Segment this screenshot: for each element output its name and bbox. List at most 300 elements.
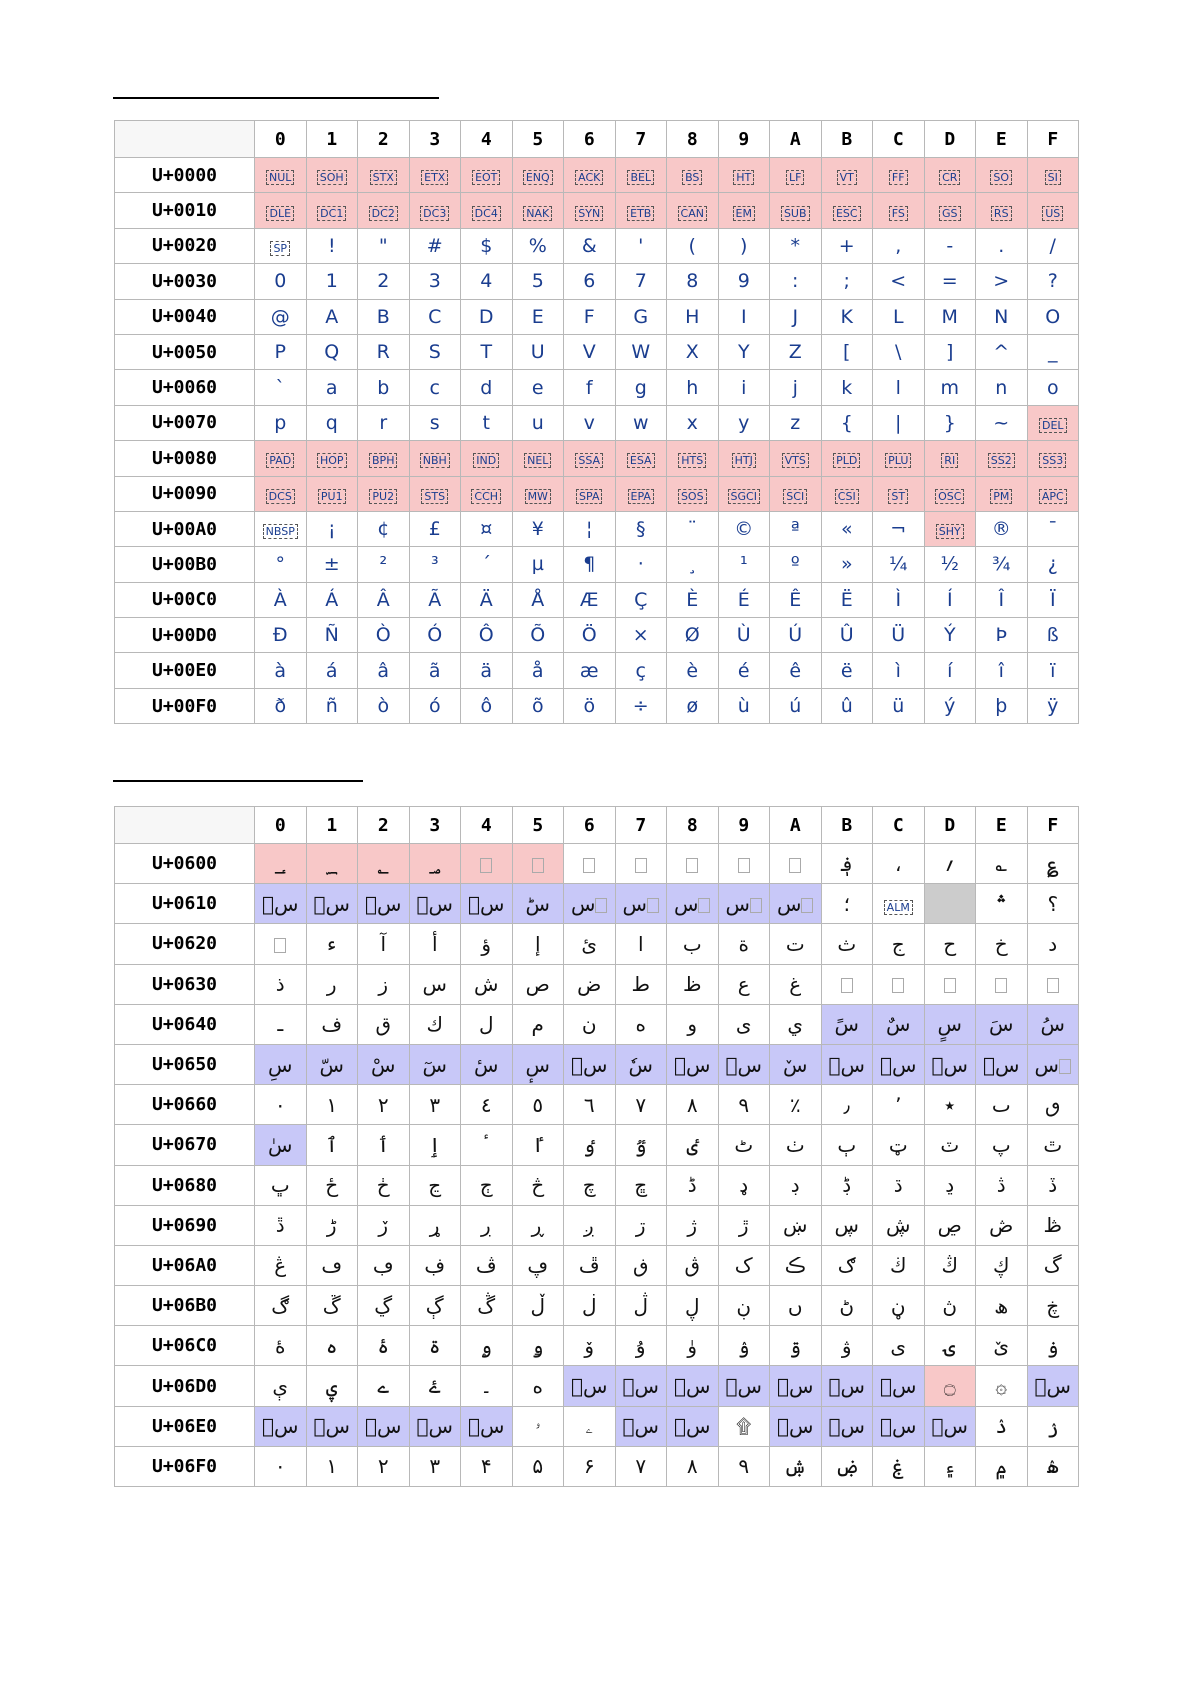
control-abbrev: SS2 — [988, 453, 1015, 468]
char-glyph: ء — [327, 931, 337, 956]
control-abbrev: MW — [525, 489, 551, 504]
char-glyph: ¼ — [889, 553, 908, 576]
char-glyph: þ — [995, 695, 1008, 718]
char-cell — [873, 1125, 925, 1165]
char-cell — [976, 370, 1028, 405]
char-cell — [461, 1125, 513, 1165]
char-cell — [255, 1286, 307, 1326]
char-glyph: ô — [480, 695, 493, 718]
row-label: U+0090 — [115, 476, 255, 511]
char-cell — [667, 1085, 719, 1125]
char-glyph: ڰ — [271, 1293, 290, 1318]
char-glyph: ۥ — [535, 1414, 541, 1439]
char-cell — [667, 964, 719, 1004]
char-glyph: ہ — [325, 1333, 338, 1358]
char-glyph: D — [478, 305, 494, 328]
control-abbrev: US — [1042, 206, 1063, 221]
table-row — [115, 1286, 1079, 1326]
char-cell — [512, 1245, 564, 1285]
control-abbrev: DC1 — [317, 206, 346, 221]
char-glyph: ۷ — [635, 1454, 647, 1479]
char-cell — [358, 547, 410, 582]
char-cell — [512, 370, 564, 405]
char-cell — [770, 1245, 822, 1285]
char-glyph: | — [895, 411, 902, 434]
char-glyph: 5 — [531, 270, 544, 293]
column-header: D — [924, 807, 976, 844]
char-glyph: س۪ — [777, 1414, 814, 1439]
char-cell — [976, 405, 1028, 440]
char-glyph: ۱ — [326, 1454, 338, 1479]
char-cell — [615, 158, 667, 193]
column-header: 0 — [255, 807, 307, 844]
char-glyph: س — [777, 891, 802, 916]
column-header: 4 — [461, 807, 513, 844]
row-label: U+0600 — [115, 844, 255, 884]
char-cell — [358, 1044, 410, 1084]
char-glyph: ں — [787, 1293, 803, 1318]
char-cell — [409, 582, 461, 617]
char-cell — [976, 299, 1028, 334]
char-glyph: ۲ — [377, 1454, 389, 1479]
char-cell — [770, 618, 822, 653]
char-glyph: ؎ — [995, 851, 1008, 876]
char-cell — [821, 405, 873, 440]
char-glyph: ¶ — [583, 553, 596, 576]
char-glyph: Û — [839, 624, 854, 647]
char-cell — [821, 884, 873, 924]
char-cell — [255, 1446, 307, 1486]
char-glyph: + — [838, 234, 855, 257]
char-glyph: Í — [946, 588, 953, 611]
char-cell — [873, 1205, 925, 1245]
char-glyph: ږ — [583, 1213, 595, 1238]
char-cell — [667, 688, 719, 723]
char-cell — [615, 299, 667, 334]
char-cell — [409, 924, 461, 964]
char-cell — [667, 1245, 719, 1285]
char-cell — [770, 1085, 822, 1125]
char-glyph: 7 — [634, 270, 647, 293]
missing-glyph-box — [480, 858, 492, 873]
row-label: U+0050 — [115, 334, 255, 369]
char-cell — [770, 1286, 822, 1326]
char-glyph: س — [674, 891, 699, 916]
char-cell — [358, 1406, 410, 1446]
char-glyph: × — [632, 624, 649, 647]
column-header: 0 — [255, 121, 307, 158]
char-glyph: k — [841, 376, 853, 399]
char-cell — [409, 264, 461, 299]
char-cell — [976, 1125, 1028, 1165]
char-cell — [924, 158, 976, 193]
char-cell — [1027, 1085, 1079, 1125]
control-abbrev: CR — [939, 170, 960, 185]
row-label: U+0660 — [115, 1085, 255, 1125]
char-cell — [615, 653, 667, 688]
char-cell — [306, 1004, 358, 1044]
char-cell — [461, 334, 513, 369]
row-label: U+0680 — [115, 1165, 255, 1205]
char-cell — [821, 964, 873, 1004]
char-cell — [873, 1085, 925, 1125]
char-glyph: ھ — [994, 1293, 1009, 1318]
char-glyph: ڿ — [1046, 1293, 1060, 1318]
char-glyph: سۗ — [622, 1374, 659, 1399]
char-glyph: C — [428, 305, 442, 328]
char-cell — [512, 1165, 564, 1205]
char-cell — [718, 1165, 770, 1205]
char-cell — [976, 193, 1028, 228]
char-glyph: ۅ — [531, 1333, 544, 1358]
char-glyph: ټ — [888, 1132, 908, 1157]
char-cell — [1027, 582, 1079, 617]
char-cell — [821, 924, 873, 964]
char-glyph: È — [686, 588, 699, 611]
char-cell — [512, 964, 564, 1004]
char-glyph: » — [840, 553, 853, 576]
char-cell — [358, 844, 410, 884]
char-cell — [564, 228, 616, 263]
char-glyph: ک — [734, 1253, 753, 1278]
char-cell — [667, 1004, 719, 1044]
char-cell — [358, 1446, 410, 1486]
char-glyph: Ù — [736, 624, 751, 647]
table-row — [115, 1245, 1079, 1285]
char-cell — [976, 1446, 1028, 1486]
char-glyph: سۧ — [622, 1414, 659, 1439]
char-glyph: ه — [635, 1012, 646, 1037]
char-cell — [255, 618, 307, 653]
char-cell — [358, 688, 410, 723]
char-cell — [924, 884, 976, 924]
char-glyph: ڒ — [378, 1213, 389, 1238]
char-glyph: ڮ — [993, 1253, 1010, 1278]
char-glyph: ٬ — [895, 1092, 902, 1117]
char-glyph: د — [1048, 931, 1058, 956]
char-cell — [924, 511, 976, 546]
char-glyph: E — [531, 305, 544, 328]
char-cell — [718, 441, 770, 476]
table-row — [115, 884, 1079, 924]
char-cell — [409, 1205, 461, 1245]
row-label: U+0640 — [115, 1004, 255, 1044]
char-cell — [615, 334, 667, 369]
char-cell — [770, 547, 822, 582]
char-cell — [770, 405, 822, 440]
char-glyph: ۍ — [943, 1333, 956, 1358]
char-glyph: ٮ — [991, 1092, 1011, 1117]
char-glyph: u — [531, 411, 544, 434]
char-cell — [461, 1366, 513, 1406]
control-abbrev: DLE — [266, 206, 294, 221]
char-glyph: ؤ — [481, 931, 492, 956]
char-cell — [358, 1205, 410, 1245]
char-glyph: K — [840, 305, 853, 328]
char-glyph: سً — [834, 1012, 859, 1037]
char-glyph: ½ — [940, 553, 959, 576]
char-glyph: 0 — [274, 270, 287, 293]
char-glyph: ڙ — [738, 1213, 749, 1238]
char-cell — [358, 618, 410, 653]
char-glyph: ٭ — [944, 1092, 956, 1117]
control-abbrev: LF — [786, 170, 804, 185]
char-cell — [564, 334, 616, 369]
char-cell — [718, 618, 770, 653]
char-cell — [564, 1245, 616, 1285]
column-header: 3 — [409, 807, 461, 844]
char-cell — [770, 1366, 822, 1406]
char-cell — [718, 1326, 770, 1366]
char-glyph: ۳ — [429, 1454, 441, 1479]
char-glyph: ۂ — [377, 1333, 390, 1358]
char-glyph: _ — [1048, 341, 1058, 364]
char-cell — [255, 264, 307, 299]
char-glyph: Ã — [428, 588, 442, 611]
char-cell — [770, 299, 822, 334]
char-cell — [358, 228, 410, 263]
char-cell — [358, 511, 410, 546]
char-cell — [976, 158, 1028, 193]
char-cell — [512, 1044, 564, 1084]
char-cell — [512, 193, 564, 228]
char-cell — [667, 844, 719, 884]
char-glyph: ÿ — [1047, 695, 1059, 718]
char-cell — [512, 476, 564, 511]
char-glyph: d — [480, 376, 493, 399]
char-cell — [461, 1044, 513, 1084]
char-cell — [770, 1125, 822, 1165]
char-cell — [821, 1446, 873, 1486]
missing-glyph-box — [995, 978, 1007, 993]
char-cell — [512, 334, 564, 369]
char-cell — [873, 1044, 925, 1084]
control-abbrev: PU1 — [318, 489, 346, 504]
char-cell — [873, 1165, 925, 1205]
table-row — [115, 405, 1079, 440]
char-cell — [924, 1125, 976, 1165]
char-cell — [306, 844, 358, 884]
missing-glyph-box — [892, 978, 904, 993]
char-cell — [461, 1205, 513, 1245]
row-label: U+0070 — [115, 405, 255, 440]
char-cell — [409, 1406, 461, 1446]
char-glyph: . — [998, 234, 1005, 257]
char-glyph: ۻ — [835, 1454, 859, 1479]
char-glyph: G — [633, 305, 649, 328]
char-glyph: ګ — [837, 1253, 856, 1278]
char-cell — [924, 964, 976, 1004]
char-cell — [512, 582, 564, 617]
char-glyph: ض — [577, 972, 602, 997]
char-cell — [461, 158, 513, 193]
column-header: C — [873, 121, 925, 158]
char-glyph: Î — [998, 588, 1005, 611]
char-cell — [667, 1366, 719, 1406]
char-cell — [718, 158, 770, 193]
char-cell — [667, 1205, 719, 1245]
char-cell — [615, 1085, 667, 1125]
char-cell — [1027, 299, 1079, 334]
char-cell — [976, 1326, 1028, 1366]
char-cell — [821, 1044, 873, 1084]
char-glyph: Ý — [943, 624, 956, 647]
char-cell — [667, 1286, 719, 1326]
control-abbrev: GS — [939, 206, 961, 221]
control-abbrev: BS — [682, 170, 702, 185]
missing-glyph-box — [944, 978, 956, 993]
char-cell — [821, 441, 873, 476]
char-cell — [358, 1326, 410, 1366]
control-abbrev: PM — [990, 489, 1012, 504]
char-cell — [718, 582, 770, 617]
char-glyph: ۈ — [687, 1333, 698, 1358]
char-cell — [821, 1004, 873, 1044]
control-abbrev: EPA — [628, 489, 654, 504]
char-cell — [873, 299, 925, 334]
char-cell — [770, 511, 822, 546]
char-glyph: ڌ — [893, 1173, 903, 1198]
char-cell — [821, 653, 873, 688]
table-row — [115, 582, 1079, 617]
char-cell — [564, 1085, 616, 1125]
char-glyph: ڭ — [941, 1253, 958, 1278]
char-glyph: ل — [478, 1012, 494, 1037]
char-cell — [821, 264, 873, 299]
char-glyph: h — [686, 376, 699, 399]
char-glyph: R — [376, 341, 390, 364]
char-cell — [821, 334, 873, 369]
char-glyph: â — [377, 659, 390, 682]
char-cell — [976, 1286, 1028, 1326]
char-glyph: ب — [682, 931, 702, 956]
column-header-row — [115, 121, 1079, 158]
char-cell — [564, 1165, 616, 1205]
char-cell — [873, 884, 925, 924]
char-cell — [667, 299, 719, 334]
control-abbrev: PLU — [885, 453, 911, 468]
char-cell — [564, 1406, 616, 1446]
char-glyph: ٲ — [377, 1132, 390, 1157]
char-glyph: سٔ — [474, 1052, 499, 1077]
missing-glyph-box — [274, 938, 286, 953]
char-cell — [718, 924, 770, 964]
char-cell — [873, 582, 925, 617]
char-glyph: b — [377, 376, 390, 399]
char-cell — [615, 1366, 667, 1406]
char-glyph: : — [792, 270, 799, 293]
column-header: 4 — [461, 121, 513, 158]
row-label: U+06A0 — [115, 1245, 255, 1285]
char-cell — [821, 688, 873, 723]
char-cell — [255, 653, 307, 688]
char-cell — [873, 1004, 925, 1044]
control-abbrev: CAN — [678, 206, 707, 221]
char-cell — [255, 924, 307, 964]
char-cell — [358, 476, 410, 511]
char-cell — [821, 476, 873, 511]
char-cell — [924, 1446, 976, 1486]
char-cell — [770, 264, 822, 299]
char-glyph: ٥ — [532, 1092, 544, 1117]
control-abbrev: ETX — [421, 170, 448, 185]
char-glyph: سۭ — [931, 1414, 968, 1439]
control-abbrev: DEL — [1039, 418, 1067, 433]
char-cell — [461, 264, 513, 299]
char-glyph: ٵ — [531, 1132, 544, 1157]
table-row — [115, 193, 1079, 228]
char-cell — [564, 964, 616, 1004]
char-cell — [306, 1446, 358, 1486]
char-cell — [873, 964, 925, 1004]
char-cell — [306, 370, 358, 405]
char-glyph: سٰ — [268, 1132, 293, 1157]
char-cell — [873, 653, 925, 688]
char-glyph: Ó — [427, 624, 443, 647]
char-cell — [873, 228, 925, 263]
char-cell — [564, 405, 616, 440]
char-cell — [770, 334, 822, 369]
char-cell — [1027, 844, 1079, 884]
char-cell — [564, 476, 616, 511]
control-abbrev: RI — [941, 453, 958, 468]
char-glyph: ؟ — [1047, 891, 1059, 916]
control-abbrev: NBSP — [263, 524, 298, 539]
char-glyph: ? — [1047, 270, 1058, 293]
char-cell — [409, 228, 461, 263]
char-cell — [564, 299, 616, 334]
char-glyph: ڐ — [275, 1213, 285, 1238]
char-glyph: ڦ — [578, 1253, 600, 1278]
char-cell — [461, 1446, 513, 1486]
char-cell — [461, 1165, 513, 1205]
char-glyph: ۉ — [737, 1333, 750, 1358]
column-header: C — [873, 807, 925, 844]
missing-glyph-box — [801, 898, 813, 913]
char-cell — [1027, 547, 1079, 582]
char-cell — [924, 1004, 976, 1044]
char-glyph: ة — [738, 931, 749, 956]
char-cell — [976, 1406, 1028, 1446]
control-abbrev: DC2 — [369, 206, 398, 221]
char-glyph: ت — [785, 931, 805, 956]
char-cell — [358, 964, 410, 1004]
char-cell — [564, 1205, 616, 1245]
char-glyph: ٿ — [1043, 1132, 1063, 1157]
char-glyph: ڡ — [321, 1253, 343, 1278]
char-glyph: ñ — [325, 695, 338, 718]
char-cell — [821, 1125, 873, 1165]
char-cell — [667, 1044, 719, 1084]
char-cell — [255, 884, 307, 924]
char-glyph: ڠ — [274, 1253, 287, 1278]
char-glyph: N — [994, 305, 1009, 328]
char-glyph: ٤ — [480, 1092, 492, 1117]
char-cell — [924, 618, 976, 653]
char-glyph: W — [631, 341, 651, 364]
char-cell — [306, 405, 358, 440]
char-cell — [770, 1406, 822, 1446]
char-glyph: l — [895, 376, 901, 399]
char-cell — [924, 844, 976, 884]
char-glyph: ڟ — [1043, 1213, 1062, 1238]
table-row — [115, 264, 1079, 299]
char-glyph: ۹ — [738, 1454, 750, 1479]
char-glyph: ë — [840, 659, 853, 682]
char-glyph: Ê — [789, 588, 802, 611]
char-cell — [306, 582, 358, 617]
char-cell — [564, 844, 616, 884]
